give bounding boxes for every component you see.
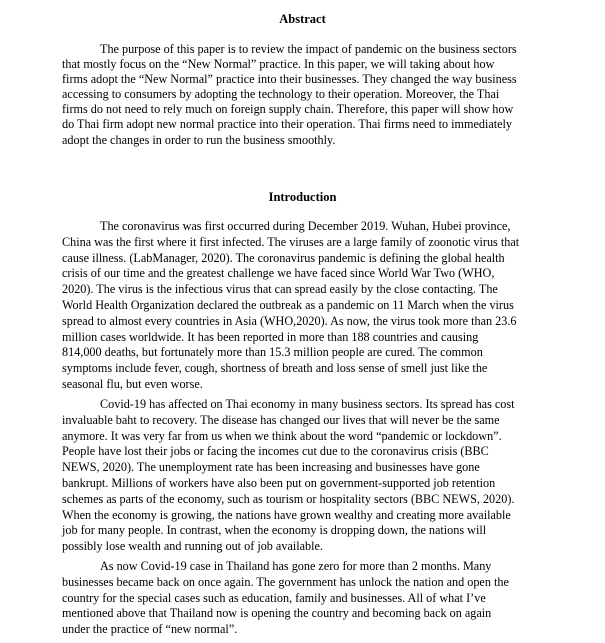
text-line: do Thai firm adopt new normal practice into their operation. Thai firms need to immediately — [62, 117, 513, 132]
introduction-paragraph-2 — [62, 397, 544, 555]
text-line: Covid-19 has affected on Thai economy in many business sectors. Its spread has cost — [100, 397, 515, 411]
text-line: World Health Organization declared the outbreak as a pandemic on 11 March when the virus — [62, 297, 514, 312]
text-line: anymore. It was very far from us when we think about the word “pandemic or lockdown”. — [62, 428, 502, 443]
abstract-paragraph — [62, 42, 544, 148]
text-line: NEWS, 2020). The unemployment rate has been increasing and businesses have gone — [62, 460, 480, 475]
text-line: seasonal flu, but even worse. — [62, 376, 203, 391]
text-line: firms adopt the “New Normal” practice into their businesses. They changed the way business — [62, 72, 517, 87]
text-line: businesses became back on once again. The government has unlock the nation and open the — [62, 574, 509, 589]
text-line: under the practice of “new normal”. — [62, 622, 238, 637]
introduction-paragraph-3 — [62, 559, 544, 638]
text-line: accessing to consumers by adopting the technology to their operation. Moreover, the Thai — [62, 87, 500, 102]
text-line: schemes as parts of the economy, such as tourism or hospitality sectors (BBC NEWS, 2020). — [62, 491, 515, 506]
text-line: As now Covid-19 case in Thailand has gone zero for more than 2 months. Many — [100, 559, 492, 573]
text-line: million cases worldwide. It has been reported in more than 188 countries and causing — [62, 329, 479, 344]
text-line: country for the special cases such as education, family and businesses. All of what I’ve — [62, 590, 486, 605]
text-line: 2020). The virus is the infectious virus that can spread easily by the close contacting. The — [62, 282, 498, 297]
text-line: adopt the changes in order to run the business smoothly. — [62, 132, 336, 147]
text-line: that mostly focus on the “New Normal” practice. In this paper, we will taking about how — [62, 57, 495, 72]
text-line: possibly lose wealth and running out of job available. — [62, 539, 323, 554]
text-line: The coronavirus was first occurred during December 2019. Wuhan, Hubei province, — [100, 219, 511, 233]
text-line: When the economy is growing, the nations have grown wealthy and creating more available — [62, 507, 511, 522]
text-line: cause illness. (LabManager, 2020). The coronavirus pandemic is defining the global health — [62, 250, 505, 265]
text-line: The purpose of this paper is to review the impact of pandemic on the business sectors — [100, 42, 517, 56]
text-line: crisis of our time and the greatest challenge we have faced since World War Two (WHO, — [62, 266, 495, 281]
text-line: mentioned above that Thailand now is opening the country and becoming back on again — [62, 606, 492, 621]
introduction-heading: Introduction — [268, 190, 337, 204]
text-line: China was the first where it first infected. The viruses are a large family of zoonotic virus that — [62, 234, 520, 249]
text-line: 814,000 deaths, but fortunately more than 15.3 million people are cured. The common — [62, 345, 483, 360]
text-line: bankrupt. Millions of workers have also been put on government-supported job retention — [62, 475, 496, 490]
text-line: job for many people. In contrast, when the economy is dropping down, the nations will — [62, 523, 487, 538]
text-line: firms do not need to rely much on foreign supply chain. Therefore, this paper will show how — [62, 102, 514, 117]
introduction-paragraph-1 — [62, 219, 544, 393]
text-line: People have lost their jobs or facing the incomes cut due to the coronavirus crisis (BBC — [62, 444, 489, 459]
text-line: invaluable baht to recovery. The disease has changed our lives that will never be the same — [62, 412, 500, 427]
text-line: symptoms include fever, cough, shortness of breath and loss sense of smell just like the — [62, 361, 488, 376]
abstract-heading: Abstract — [279, 12, 326, 26]
text-line: spread to almost every countries in Asia (WHO,2020). As now, the virus took more than 23.6 — [62, 313, 517, 328]
